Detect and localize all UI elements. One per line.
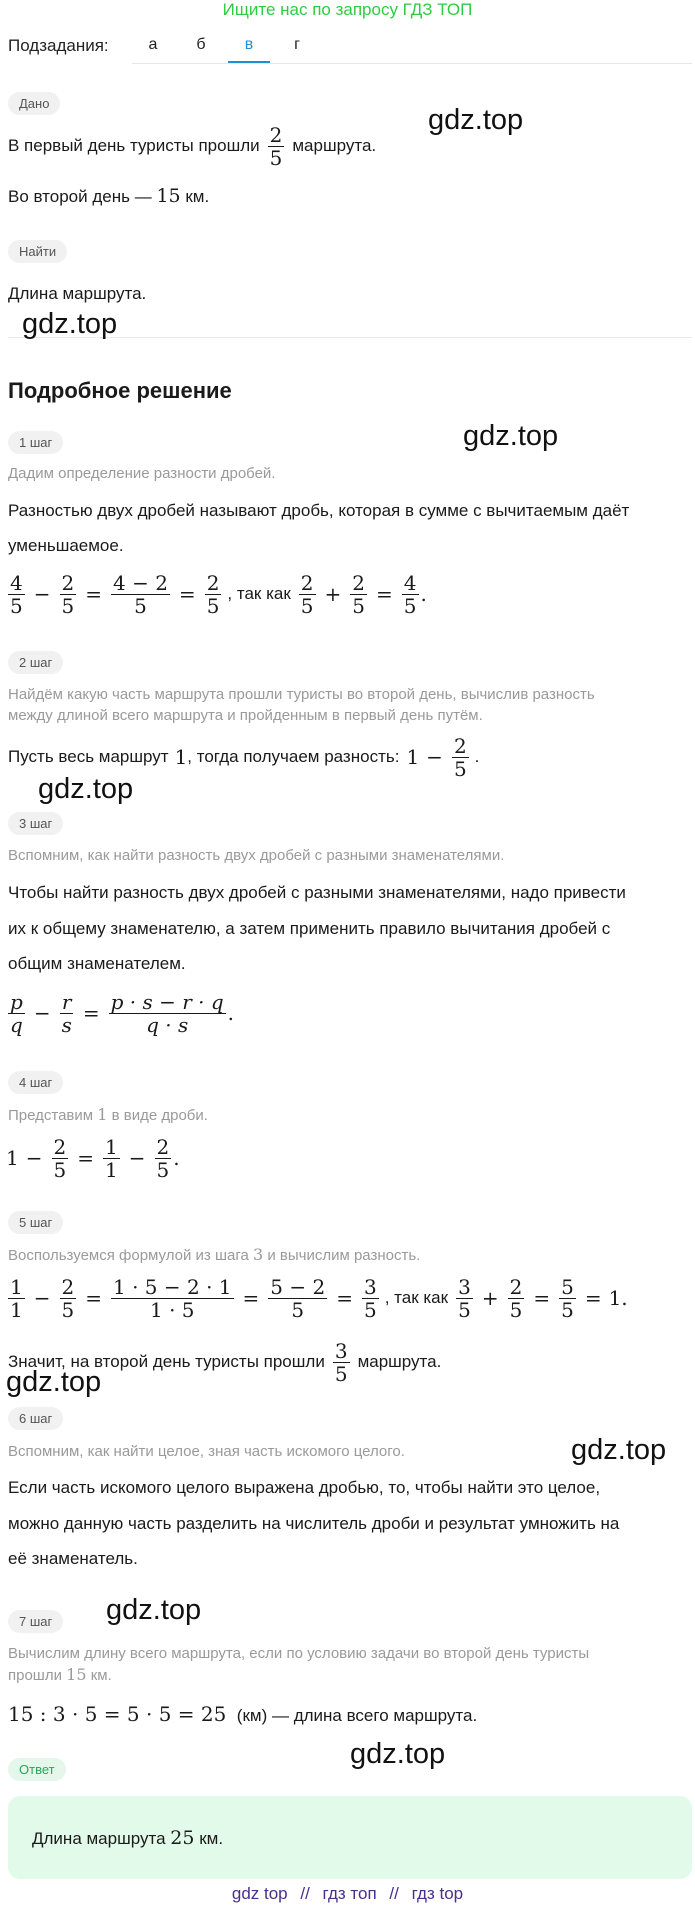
given-frac-den: 5 (269, 145, 283, 170)
given-line-2-num: 15 (156, 185, 181, 207)
step-5-hint-post: и вычислим разность. (267, 1247, 421, 1264)
step-4-hint (8, 1104, 208, 1126)
step-2-hint-1: Найдём какую часть маршрута прошли туристы во второй день, вычислив разность (8, 686, 595, 703)
answer-num: 25 (170, 1827, 195, 1849)
tab-v[interactable]: в (244, 36, 254, 53)
check-frac-1: 2 5 (300, 570, 314, 618)
given-line-1-pre: В первый день туристы прошли (8, 136, 260, 155)
tabs-divider (132, 63, 692, 64)
watermark: gdz.top (6, 1366, 102, 1398)
check-frac-2: $\frac{2}{5}$ (509, 1274, 523, 1322)
tab-g[interactable]: г (294, 36, 300, 53)
answer-chip: Ответ (8, 1758, 66, 1781)
answer-text (32, 1827, 223, 1850)
step-7-hint-1: Вычислим длину всего маршрута, если по условию задачи во второй день туристы (8, 1645, 590, 1662)
frac-2-5: $\frac{2}{5}$ (53, 1134, 67, 1182)
step-3-formula: p q − $\frac{r}{s}$ = $\frac{p \cdot s - r \cdot q}{q \cdot s}$ . (10, 989, 235, 1037)
step-4-hint-post: в виде дроби. (111, 1107, 208, 1124)
step-5-text-post: маршрута. (357, 1352, 442, 1371)
step-5-chip: 5 шаг (8, 1211, 63, 1234)
step-5-formula: 1 1 − $\frac{2}{5}$ = $\frac{1 \cdot 5 - 2 \cdot 1}{1 \cdot 5}$ = $\frac{5 - 2}{5}$ = $\frac{3}{5}$ , так как 3 5 + $\frac{2}{5}$ = $\frac{5}{5}$ = 1. (10, 1274, 628, 1322)
step-5-hint (8, 1244, 420, 1266)
footer-link-1[interactable]: gdz top (231, 1884, 288, 1903)
given-line-1 (8, 120, 376, 172)
frac-result: $\frac{2}{5}$ (206, 570, 220, 618)
step-2-frac: $\frac{2}{5}$ (453, 733, 467, 781)
footer-link-2[interactable]: гдз топ (322, 1884, 377, 1903)
watermark: gdz.top (350, 1738, 446, 1770)
step-4-hint-pre: Представим (8, 1107, 94, 1124)
step-7-hint-2-post: км. (90, 1667, 112, 1684)
watermark: gdz.top (571, 1434, 667, 1466)
step-2-one: 1 (174, 745, 188, 769)
step-4-chip: 4 шаг (8, 1071, 63, 1094)
frac-diff: $\frac{4 - 2}{5}$ (113, 570, 168, 618)
step-2-text-mid: , тогда получаем разность: (187, 747, 400, 766)
step-6-text-3: её знаменатель. (8, 1549, 138, 1568)
step-5-hint-num: 3 (252, 1245, 264, 1264)
step-1-text-2: уменьшаемое. (8, 536, 124, 555)
frac-1-1: 1 1 (10, 1274, 23, 1322)
because-text: , так как (384, 1288, 449, 1307)
step-5-text-frac: 3 5 (334, 1338, 348, 1386)
step-5-text-pre: Значит, на второй день туристы прошли (8, 1352, 325, 1371)
step-6-text-1: Если часть искомого целого выражена дробью, то, чтобы найти это целое, (8, 1478, 601, 1497)
frac-r-s: $\frac{r}{s}$ (61, 989, 72, 1037)
footer-link-3[interactable]: гдз top (411, 1884, 464, 1903)
step-1-text-1: Разностью двух дробей называют дробь, которая в сумме с вычитаемым даёт (8, 501, 630, 520)
check-frac-3: $\frac{5}{5}$ (561, 1274, 574, 1322)
step-7-hint-2-num: 15 (66, 1665, 87, 1684)
find-text: Длина маршрута. (8, 284, 147, 303)
frac-1-1: $\frac{1}{1}$ (105, 1134, 118, 1182)
answer-text-post: км. (199, 1829, 224, 1848)
step-4-hint-one: 1 (97, 1105, 108, 1124)
frac-general: $\frac{p \cdot s - r \cdot q}{q \cdot s}$ (110, 989, 224, 1037)
step-2-text: Пусть весь маршрут 1 , тогда получаем разность: 1 − $\frac{2}{5}$ . (8, 733, 480, 781)
watermark: gdz.top (22, 308, 118, 340)
check-frac-3: $\frac{4}{5}$ (403, 570, 417, 618)
watermark: gdz.top (38, 773, 134, 805)
step-2-hint-2: между длиной всего маршрута и пройденным в первый день путём. (8, 707, 483, 724)
step-6-text-2: можно данную часть разделить на числитель дроби и результат умножить на (8, 1514, 620, 1533)
tab-a[interactable]: а (148, 36, 158, 53)
step-1-formula: 4 5 − $\frac{2}{5}$ = $\frac{4 - 2}{5}$ = $\frac{2}{5}$ , так как 2 5 + $\frac{2}{5}$ = $\frac{4}{5}$ . (10, 570, 427, 618)
given-line-2 (8, 185, 209, 208)
tab-b[interactable]: б (196, 36, 206, 53)
step-2-chip: 2 шаг (8, 651, 63, 674)
frac-3-5: $\frac{3}{5}$ (363, 1274, 377, 1322)
step-7-formula (8, 1702, 477, 1727)
given-fraction (268, 124, 285, 169)
step-7-hint-2 (8, 1664, 112, 1686)
given-line-2-pre: Во второй день — (8, 187, 152, 206)
frac-2-5-b: $\frac{2}{5}$ (156, 1134, 170, 1182)
footer-links (0, 1884, 695, 1904)
step-7-expr: 15 : 3 · 5 = 5 · 5 = 25 (8, 1702, 227, 1726)
frac-4-5: 4 5 (10, 570, 23, 618)
step-7-expr-post: (км) — длина всего маршрута. (236, 1706, 478, 1725)
watermark: gdz.top (463, 420, 559, 452)
answer-text-pre: Длина маршрута (32, 1829, 166, 1848)
solution-title: Подробное решение (8, 378, 232, 403)
step-3-hint: Вспомним, как найти разность двух дробей с разными знаменателями. (8, 847, 505, 864)
step-1-chip: 1 шаг (8, 431, 63, 454)
step-3-chip: 3 шаг (8, 812, 63, 835)
check-frac-1: 3 5 (458, 1274, 471, 1322)
step-1-hint: Дадим определение разности дробей. (8, 465, 276, 482)
given-frac-num: 2 (269, 122, 283, 147)
check-frac-2: $\frac{2}{5}$ (352, 570, 366, 618)
step-7-chip: 7 шаг (8, 1610, 63, 1633)
step-3-text-1: Чтобы найти разность двух дробей с разными знаменателями, надо привести (8, 883, 626, 902)
given-chip: Дано (8, 92, 60, 115)
step-7-hint-2-pre: прошли (8, 1667, 62, 1684)
subtasks-label: Подзадания: (8, 36, 109, 55)
footer-sep: // (389, 1884, 399, 1903)
step-4-formula: 1 − $\frac{2}{5}$ = $\frac{1}{1}$ − $\frac{2}{5}$ . (6, 1134, 180, 1182)
step-6-hint: Вспомним, как найти целое, зная часть искомого целого. (8, 1443, 405, 1460)
step-3-text-2: их к общему знаменателю, а затем применить правило вычитания дробей с (8, 919, 611, 938)
given-line-2-post: км. (185, 187, 210, 206)
footer-sep: // (300, 1884, 310, 1903)
top-banner[interactable]: Ищите нас по запросу ГДЗ ТОП (222, 0, 473, 19)
watermark: gdz.top (428, 104, 524, 136)
step-3-text-3: общим знаменателем. (8, 954, 186, 973)
step-5-hint-pre: Воспользуемся формулой из шага (8, 1247, 249, 1264)
active-tab-indicator (228, 61, 270, 63)
frac-5-2: $\frac{5 - 2}{5}$ (270, 1274, 326, 1322)
find-chip: Найти (8, 240, 67, 263)
watermark: gdz.top (106, 1594, 202, 1626)
step-2-text-pre: Пусть весь маршрут (8, 747, 169, 766)
frac-p-q: p q (10, 989, 23, 1037)
given-line-1-post: маршрута. (292, 136, 377, 155)
step-6-chip: 6 шаг (8, 1407, 63, 1430)
frac-expanded: $\frac{1 \cdot 5 - 2 \cdot 1}{1 \cdot 5}$ (113, 1274, 232, 1322)
frac-2-5: $\frac{2}{5}$ (61, 570, 75, 618)
frac-2-5: $\frac{2}{5}$ (61, 1274, 75, 1322)
because-text: , так как (227, 584, 291, 603)
